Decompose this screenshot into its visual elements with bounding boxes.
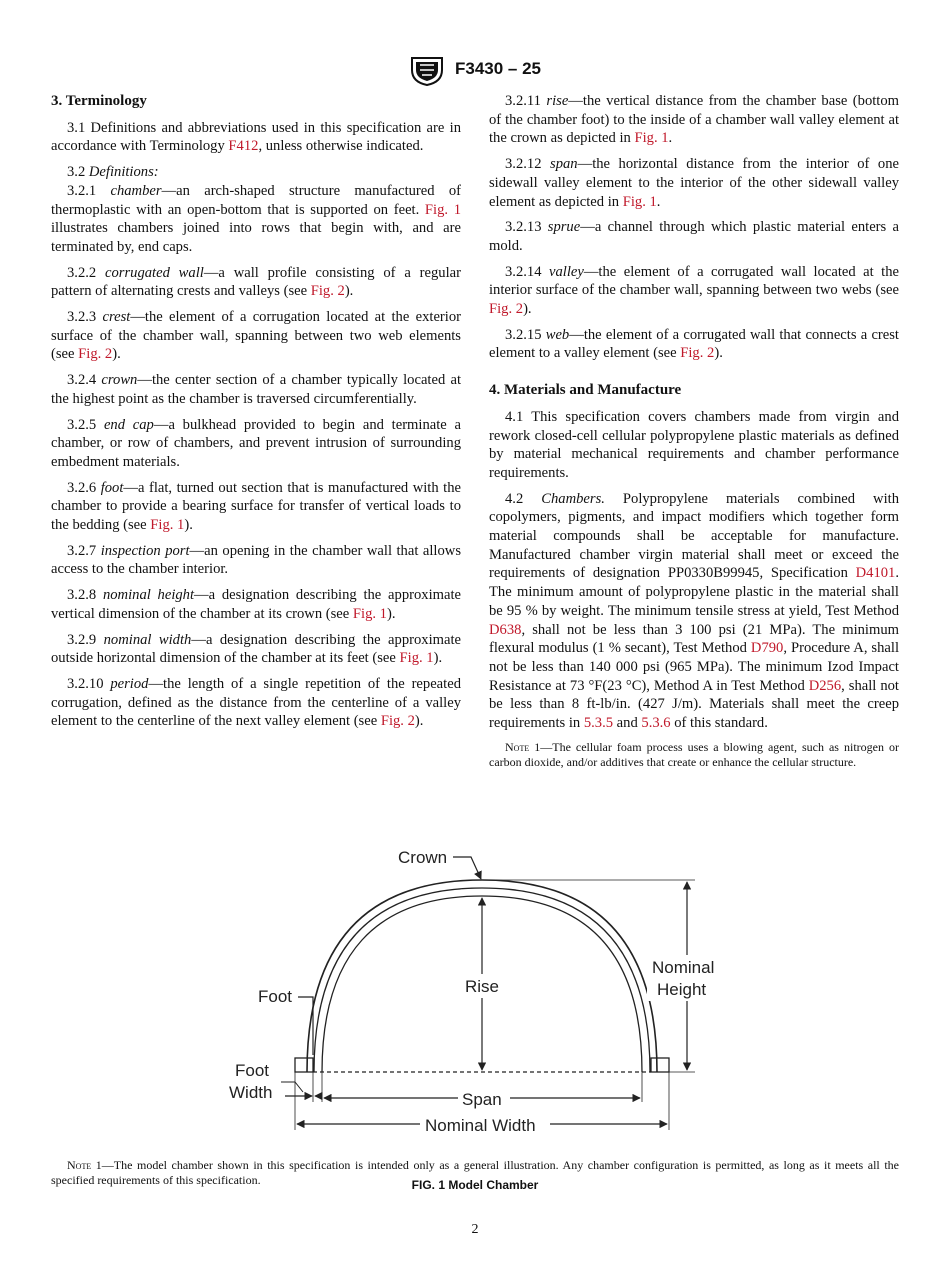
crown-label: Crown <box>398 848 448 867</box>
ref-fig2-link[interactable]: Fig. 2 <box>310 283 345 300</box>
ref-d256-link[interactable]: D256 <box>808 677 842 694</box>
ref-fig1-link[interactable]: Fig. 1 <box>352 605 387 622</box>
foot-width-label-2: Width <box>229 1083 273 1102</box>
para-3-2-7: 3.2.7 inspection port—an opening in the chamber wall that allows access to the chamber interior. <box>51 542 461 578</box>
para-4-2: 4.2 Chambers. Polypropylene materials combined with copolymers, pigments, and impact modifiers which together form material compounds shall be acceptable for manufacture. Manufactured chamber virgin material shall meet or exceed the requirements of designation PP0330B99945, Specification D4101. The minimum amount of polypropylene plastic in the material shall be 95 % by weight. The minimum tensile stress at yield, Test Method D638, shall not be less than 3 100 psi (21 MPa). The minimum flexural modulus (1 % secant), Test Method D790, Procedure A, shall not be less than 140 000 psi (965 MPa). The minimum Izod Impact Resistance at 73 °F(23 °C), Method A in Test Method D256, shall not be less than 8 ft-lb/in. (427 J/m). Materials shall meet the creep requirements in 5.3.5 and 5.3.6 of this standard. <box>489 490 899 732</box>
para-4-1: 4.1 This specification covers chambers made from virgin and rework closed-cell cellular polypropylene plastic materials as defined by material mechanical requirements and chamber performance requirements. <box>489 408 899 481</box>
ref-fig2-link[interactable]: Fig. 2 <box>680 345 715 362</box>
para-3-2: 3.2 Definitions: <box>67 164 159 181</box>
section-4-heading: 4. Materials and Manufacture <box>489 382 682 399</box>
ref-5-3-6-link[interactable]: 5.3.6 <box>641 715 671 732</box>
left-foot <box>295 1058 313 1072</box>
ref-fig2-link[interactable]: Fig. 2 <box>489 301 524 318</box>
page-number: 2 <box>471 1222 479 1237</box>
para-3-2-1: 3.2.1 chamber—an arch-shaped structure manufactured of thermoplastic with an open-bottom that is supported on feet. Fig. 1 illustrates chambers joined into rows that begin with, and are terminated by, end caps. <box>51 182 461 255</box>
section-3-heading: 3. Terminology <box>51 93 147 109</box>
ref-5-3-5-link[interactable]: 5.3.5 <box>583 715 614 732</box>
para-3-2-5: 3.2.5 end cap—a bulkhead provided to begin and terminate a chamber, or row of chambers, and prevent intrusion of surrounding embedment materials. <box>51 416 461 470</box>
para-3-2-8: 3.2.8 nominal height—a designation describing the approximate vertical dimension of the chamber at its crown (see Fig. 1). <box>51 587 461 622</box>
para-3-2-12: 3.2.12 span—the horizontal distance from the interior of one sidewall valley element to the interior of the other sidewall valley element as depicted in Fig. 1. <box>489 156 899 210</box>
ref-fig1-link[interactable]: Fig. 1 <box>622 193 657 210</box>
right-foot <box>651 1058 669 1072</box>
nominal-width-label: Nominal Width <box>425 1116 536 1135</box>
foot-leader <box>298 997 313 1055</box>
ref-d4101-link[interactable]: D4101 <box>855 565 896 582</box>
para-3-1: 3.1 Definitions and abbreviations used in this specification are in accordance with Terminology F412, unless otherwise indicated. <box>51 119 461 155</box>
left-column <box>51 92 461 738</box>
para-3-2-10: 3.2.10 period—the length of a single repetition of the repeated corrugation, defined as the distance from the centerline of a valley element to the centerline of the next valley element (see Fig. 2). <box>51 675 461 730</box>
page-header <box>0 52 950 86</box>
nominal-height-label-1: Nominal <box>652 958 715 977</box>
para-3-2-6: 3.2.6 foot—a flat, turned out section that is manufactured with the chamber to provide a bearing surface for transfer of vertical loads to the bedding (see Fig. 1). <box>51 479 461 534</box>
para-3-2-11: 3.2.11 rise—the vertical distance from the chamber base (bottom of the chamber foot) to the inside of a chamber wall valley element at the crown as depicted in Fig. 1. <box>489 93 900 147</box>
rise-label: Rise <box>465 977 500 996</box>
foot-width-label-1: Foot <box>235 1061 270 1080</box>
ref-fig2-link[interactable]: Fig. 2 <box>78 346 113 363</box>
para-3-2-9: 3.2.9 nominal width—a designation describing the approximate outside horizontal dimension of the chamber at its feet (see Fig. 1). <box>51 631 461 667</box>
nominal-height-label-2: Height <box>657 980 707 999</box>
ref-fig1-link[interactable]: Fig. 1 <box>634 130 669 147</box>
right-column <box>489 92 899 777</box>
figure-note: Note 1—The model chamber shown in this specification is intended only as a general illustration. Any chamber configuration is permitted, as long as it meets all the specified requirements of this specification. <box>51 1158 899 1187</box>
model-chamber-figure <box>215 840 735 1140</box>
foot-label: Foot <box>258 987 293 1006</box>
ref-d790-link[interactable]: D790 <box>750 640 784 657</box>
span-label: Span <box>462 1090 502 1109</box>
para-3-2-14: 3.2.14 valley—the element of a corrugated wall located at the interior surface of the chamber wall, spanning between two webs (see Fig. 2). <box>489 263 900 318</box>
ref-fig1-link[interactable]: Fig. 1 <box>150 517 185 534</box>
para-3-2-3: 3.2.3 crest—the element of a corrugation located at the exterior surface of the chamber wall, spanning between two web elements (see Fig. 2). <box>51 309 461 363</box>
ref-fig1-link[interactable]: Fig. 1 <box>399 650 434 667</box>
ref-f412-link[interactable]: F412 <box>228 138 259 155</box>
para-3-2-4: 3.2.4 crown—the center section of a chamber typically located at the highest point as the chamber is traversed circumferentially. <box>51 372 461 407</box>
ref-fig2-link[interactable]: Fig. 2 <box>380 713 415 730</box>
note-1-materials: Note 1—The cellular foam process uses a blowing agent, such as nitrogen or carbon dioxide, and/or additives that create or enhance the cellular structure. <box>489 739 899 769</box>
para-3-2-2: 3.2.2 corrugated wall—a wall profile consisting of a regular pattern of alternating crests and valleys (see Fig. 2). <box>51 264 461 300</box>
astm-logo-icon <box>409 52 445 86</box>
crown-leader <box>453 857 481 879</box>
ref-d638-link[interactable]: D638 <box>489 621 522 638</box>
para-3-2-13: 3.2.13 sprue—a channel through which plastic material enters a mold. <box>489 219 899 254</box>
para-3-2-15: 3.2.15 web—the element of a corrugated wall that connects a crest element to a valley element (see Fig. 2). <box>489 326 899 362</box>
ref-fig1-link[interactable]: Fig. 1 <box>424 201 461 218</box>
figure-caption: FIG. 1 Model Chamber <box>411 1178 539 1192</box>
document-designation: F3430 – 25 <box>454 59 541 78</box>
